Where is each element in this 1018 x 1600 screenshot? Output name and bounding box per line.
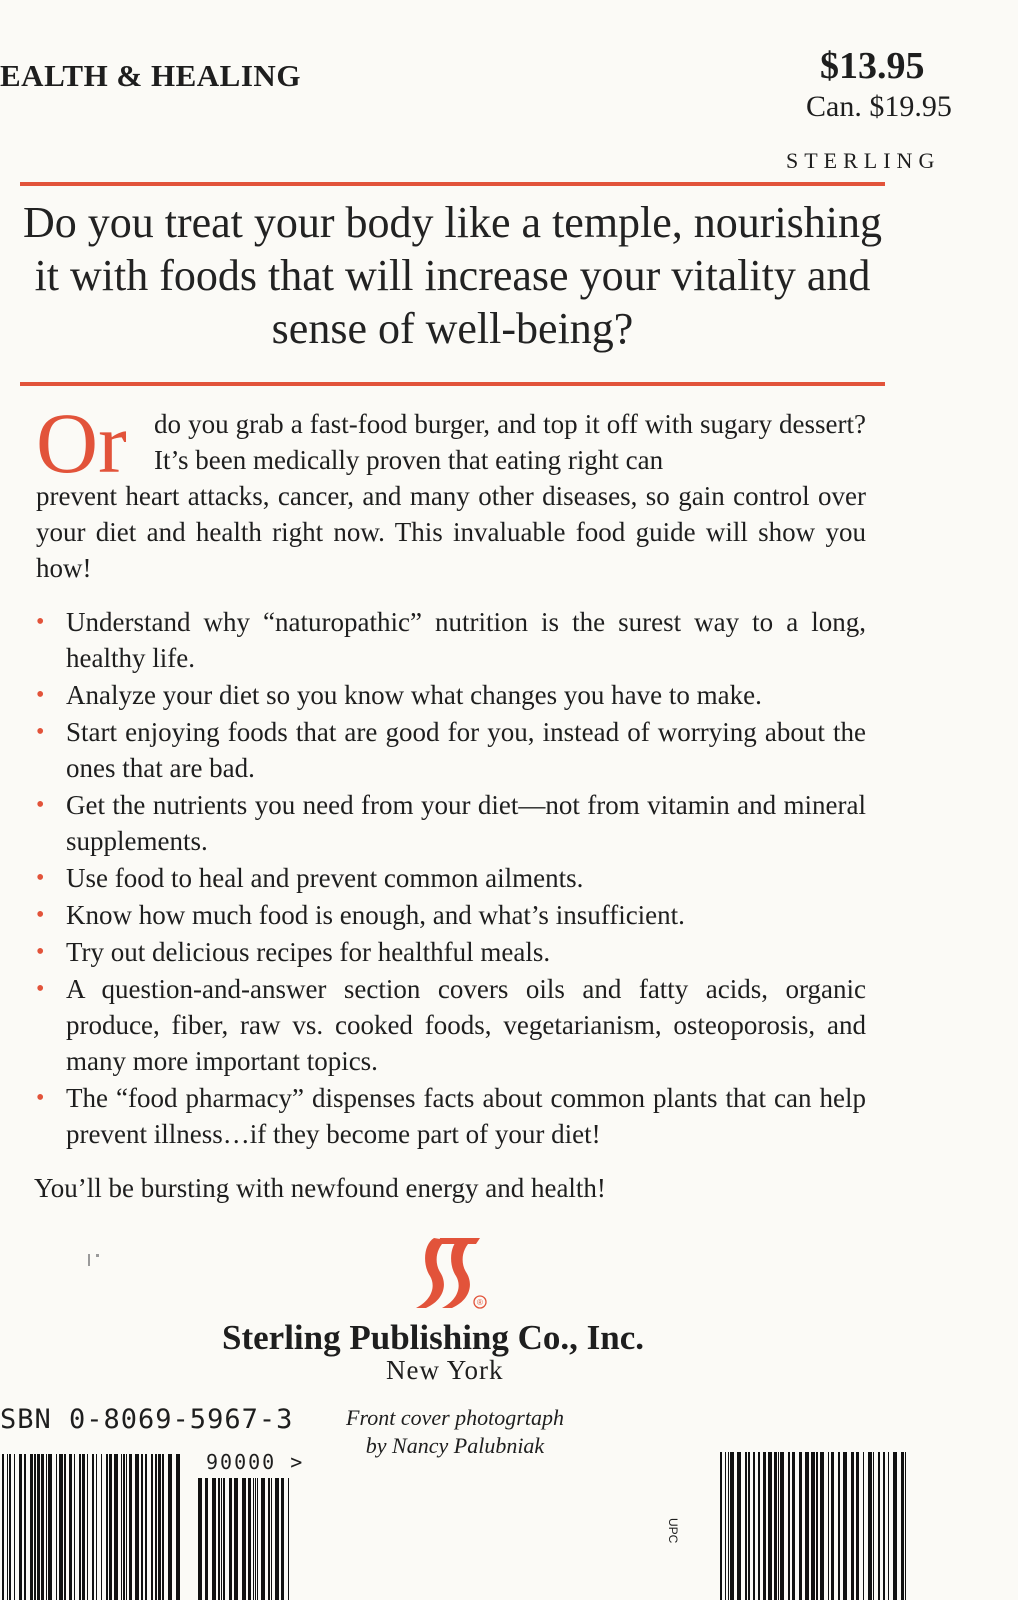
barcode-bar [59,1454,63,1600]
bullet-icon: • [36,902,45,928]
publisher-city: New York [386,1355,504,1385]
barcode-bar [155,1454,157,1600]
barcode-bar [811,1452,815,1600]
barcode-bar [106,1454,108,1600]
barcode-bar [774,1452,777,1600]
bullet-icon: • [36,976,45,1002]
barcode-bar [828,1452,829,1600]
barcode-bar [288,1478,289,1600]
barcode-bar [792,1452,795,1600]
closing-line: You’ll be bursting with newfound energy and health! [34,1173,606,1203]
list-item: • Use food to heal and prevent common ailments. [36,860,866,896]
barcode-bar [123,1454,125,1600]
barcode-bar [257,1478,258,1600]
barcode-bar [101,1454,102,1600]
list-item: • The “food pharmacy” dispenses facts about common plants that can help prevent illness…if they become part of your diet! [36,1080,866,1152]
isbn-number: SBN 0-8069-5967-3 [0,1404,294,1435]
barcode-bar [720,1452,722,1600]
barcode-bar [893,1452,897,1600]
barcode-bar [271,1478,272,1600]
imprint-name: STERLING [786,148,941,173]
upc-label: UPC [666,1518,680,1544]
barcode-bar [7,1454,8,1600]
barcode-bar [730,1452,734,1600]
barcode-bar [831,1452,834,1600]
barcode-bar [141,1454,143,1600]
bullet-icon: • [36,1085,45,1111]
list-item: • Understand why “naturopathic” nutrition is the surest way to a long, healthy life. [36,604,866,676]
list-item: • Know how much food is enough, and what’s insufficient. [36,897,866,933]
barcode-bar [37,1454,40,1600]
barcode-bar [168,1454,172,1600]
barcode-bar [229,1478,232,1600]
intro-paragraph: prevent heart attacks, cancer, and many other diseases, so gain control over your diet and health right now. This invaluable food guide will show you how! [36,481,866,583]
top-divider [20,182,885,186]
barcode-bar [780,1452,784,1600]
barcode-bar [820,1452,824,1600]
barcode-bar [905,1452,906,1600]
barcode-bar [48,1454,52,1600]
barcode-bar [221,1478,222,1600]
barcode-bar [234,1478,238,1600]
bullet-icon: • [36,609,45,635]
barcode-bar [56,1454,57,1600]
barcode-bar [9,1454,11,1600]
barcode-addon-number: 90000 > [206,1450,305,1474]
barcode-bar [74,1454,75,1600]
upc-barcode [718,1452,908,1600]
barcode-bar [778,1452,779,1600]
barcode-bar [268,1478,270,1600]
barcode-bar [79,1454,81,1600]
barcode-bar [281,1478,284,1600]
barcode-bar [30,1454,33,1600]
bullet-icon: • [36,719,45,745]
barcode-bar [109,1454,112,1600]
barcode-bar [261,1478,265,1600]
barcode-bar [878,1452,880,1600]
photo-credit-line-2: by Nancy Palubniak [365,1433,545,1458]
barcode-bar [198,1478,202,1600]
barcode-bar [69,1454,72,1600]
barcode-bar [158,1454,161,1600]
barcode-bar [745,1452,747,1600]
barcode-bar [14,1454,15,1600]
barcode-bar [253,1478,254,1600]
barcode-bar [883,1452,885,1600]
bullet-icon: • [36,792,45,818]
barcode-bar [728,1452,729,1600]
feature-list [36,604,866,1153]
barcode-bar [788,1452,790,1600]
list-item: • A question-and-answer section covers oils and fatty acids, organic produce, fiber, raw vs. cooked foods, vegetarianism, osteoporosis, and many more important topics. [36,971,866,1079]
photo-credit-line-1: Front cover photogrtaph [346,1405,564,1430]
barcode-bar [255,1478,256,1600]
sterling-s-logo-icon [404,1234,494,1314]
barcode-bar [763,1452,766,1600]
barcode-bar [863,1452,864,1600]
barcode-bar [2,1454,4,1600]
barcode-bar [129,1454,132,1600]
barcode-bar [223,1478,225,1600]
barcode-bar [41,1454,44,1600]
barcode-bar [737,1452,741,1600]
barcode-bar [218,1478,220,1600]
barcode-bar [135,1454,139,1600]
bullet-icon: • [36,865,45,891]
barcode-bar [114,1454,118,1600]
registered-mark: ® [477,1298,483,1307]
isbn-barcode [0,1454,180,1600]
barcode-bar [145,1454,147,1600]
barcode-bar [901,1452,904,1600]
barcode-bar [92,1454,94,1600]
barcode-bar [212,1478,216,1600]
barcode-bar [82,1454,85,1600]
list-item: • Try out delicious recipes for healthful meals. [36,934,866,970]
barcode-bar [126,1454,127,1600]
price-us: $13.95 [820,45,925,87]
barcode-bar [748,1452,750,1600]
barcode-bar [24,1454,26,1600]
barcode-bar [725,1452,726,1600]
barcode-bar [242,1478,246,1600]
barcode-bar [873,1452,874,1600]
bottom-divider [20,382,885,386]
price-canada: Can. $19.95 [806,90,952,123]
barcode-bar [248,1478,251,1600]
barcode-bar [96,1454,97,1600]
drop-cap: Or [36,395,127,491]
barcode-bar [205,1478,208,1600]
addon-barcode [196,1478,292,1600]
barcode-bar [838,1452,840,1600]
barcode-bar [851,1452,854,1600]
paper-speck [96,1254,99,1257]
barcode-bar [768,1452,772,1600]
barcode-bar [805,1452,809,1600]
paper-speck [88,1254,90,1266]
barcode-bar [753,1452,755,1600]
publisher-name: Sterling Publishing Co., Inc. [222,1318,645,1357]
barcode-bar [162,1454,164,1600]
barcode-bar [843,1452,847,1600]
barcode-bar [888,1452,889,1600]
list-item: • Start enjoying foods that are good for you, instead of worrying about the ones that are bad. [36,714,866,786]
barcode-bar [151,1454,153,1600]
category-label: EALTH & HEALING [0,58,301,93]
barcode-bar [856,1452,859,1600]
intro-first-lines: do you grab a fast-food burger, and top it off with sugary dessert? It’s been medically proven that eating right can [154,409,866,475]
barcode-bar [799,1452,802,1600]
bullet-icon: • [36,939,45,965]
barcode-bar [816,1452,818,1600]
barcode-bar [87,1454,88,1600]
barcode-bar [275,1478,279,1600]
photo-credit [340,1404,570,1460]
barcode-bar [46,1454,47,1600]
list-item: • Analyze your diet so you know what changes you have to make. [36,677,866,713]
barcode-bar [19,1454,22,1600]
barcode-bar [34,1454,36,1600]
barcode-bar [121,1454,122,1600]
list-item: • Get the nutrients you need from your diet—not from vitamin and mineral supplements. [36,787,866,859]
barcode-bar [758,1452,760,1600]
barcode-bar [868,1452,872,1600]
barcode-bar [64,1454,66,1600]
barcode-bar [176,1454,180,1600]
headline: Do you treat your body like a temple, nourishing it with foods that will increase your vitality and sense of well-being? [22,198,883,353]
bullet-icon: • [36,682,45,708]
